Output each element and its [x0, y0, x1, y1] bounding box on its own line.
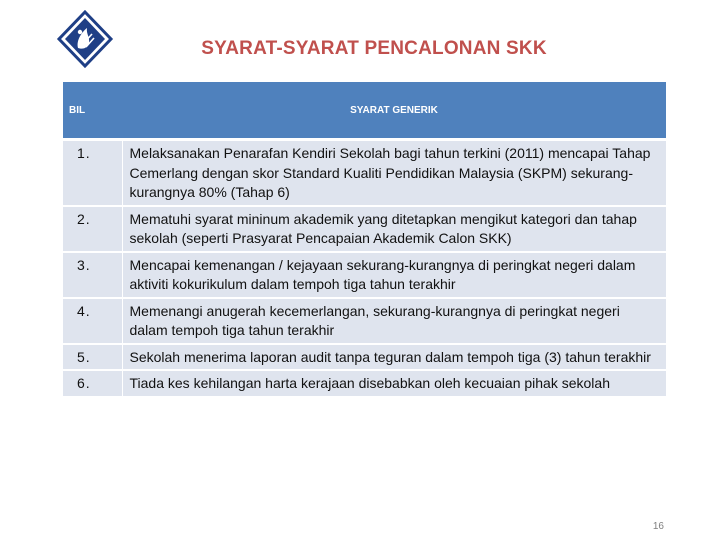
table-header-row [63, 82, 666, 140]
column-header-syarat-generik: SYARAT GENERIK [122, 82, 666, 140]
table-row [63, 370, 666, 397]
table-row [63, 252, 666, 298]
table-row [63, 140, 666, 206]
row-number: 6. [63, 370, 122, 397]
row-number: 4. [63, 298, 122, 344]
row-requirement: Melaksanakan Penarafan Kendiri Sekolah bagi tahun terkini (2011) mencapai Tahap Cemerlang dengan skor Standard Kualiti Pendidikan Malaysia (SKPM) sekurang-kurangnya 80% (Tahap 6) [122, 140, 666, 206]
column-header-bil: BIL [63, 82, 122, 140]
row-requirement: Mencapai kemenangan / kejayaan sekurang-kurangnya di peringkat negeri dalam aktiviti kokurikulum dalam tempoh tiga tahun terakhir [122, 252, 666, 298]
table-row [63, 298, 666, 344]
row-number: 5. [63, 344, 122, 371]
page-title: SYARAT-SYARAT PENCALONAN SKK [201, 38, 547, 59]
row-number: 3. [63, 252, 122, 298]
requirements-table [63, 82, 666, 398]
table-row [63, 344, 666, 371]
row-requirement: Memenangi anugerah kecemerlangan, sekurang-kurangnya di peringkat negeri dalam tempoh tiga tahun terakhir [122, 298, 666, 344]
row-number: 1. [63, 140, 122, 206]
row-requirement: Sekolah menerima laporan audit tanpa teguran dalam tempoh tiga (3) tahun terakhir [122, 344, 666, 371]
row-requirement: Tiada kes kehilangan harta kerajaan disebabkan oleh kecuaian pihak sekolah [122, 370, 666, 397]
table-row [63, 206, 666, 252]
row-requirement: Mematuhi syarat mininum akademik yang ditetapkan mengikut kategori dan tahap sekolah (seperti Prasyarat Pencapaian Akademik Calon SKK) [122, 206, 666, 252]
page-number: 16 [652, 521, 664, 532]
row-number: 2. [63, 206, 122, 252]
